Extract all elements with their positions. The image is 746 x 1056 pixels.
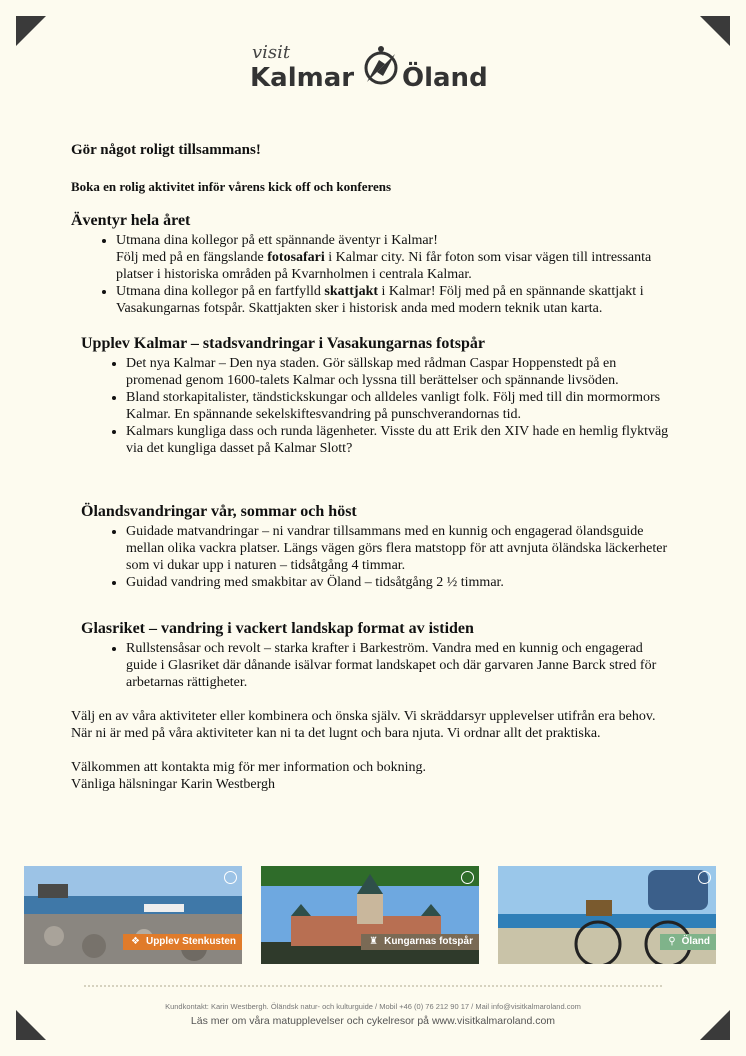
section-aventyr — [71, 212, 671, 317]
section-title: Äventyr hela året — [71, 212, 191, 229]
photo-kungarnas-fotspar — [261, 866, 479, 964]
photo-stenkusten — [24, 866, 242, 964]
section-glasriket — [71, 620, 671, 691]
signature-line: Vänliga hälsningar Karin Westbergh — [71, 777, 276, 792]
closing-paragraph: Välj en av våra aktiviteter eller kombinera och önska själv. Vi skräddarsyr upplevelser utifrån era behov. När ni är med på våra aktiviteter kan ni ta det lugnt och bara njuta. Vi ordnar allt det praktiska. — [71, 709, 656, 741]
rocks-icon: ❖ — [131, 936, 140, 947]
list-item: • Bland storkapitalister, tändstickskungar och alldeles vanligt folk. Följ med till din mormormors Kalmar. En spännande sekelskiftesvandring på punschverandornas tid. — [126, 389, 671, 423]
logo-badge-icon — [224, 871, 237, 884]
bold-text: skattjakt — [324, 284, 379, 299]
list-item: • Rullstensåsar och revolt – starka krafter i Barkeström. Vandra med en kunnig och engagerad guide i Glasriket där dånande isälvar format landskapet och där garvaren Janne Barck stred för arbetarnas rättigheter. — [126, 640, 671, 691]
main-content — [71, 142, 671, 793]
bold-text: fotosafari — [267, 250, 325, 265]
logo-oland: Öland — [402, 63, 488, 93]
bullet-list — [81, 355, 671, 457]
photo-label: ♜ Kungarnas fotspår — [361, 934, 479, 950]
section-title: Ölandsvandringar vår, sommar och höst — [81, 503, 357, 520]
section-title: Upplev Kalmar – stadsvandringar i Vasakungarnas fotspår — [81, 335, 485, 352]
contact-line: Välkommen att kontakta mig för mer information och bokning. — [71, 760, 426, 775]
castle-icon: ♜ — [369, 936, 379, 947]
section-olandsvandringar — [71, 503, 671, 591]
list-item: • Det nya Kalmar – Den nya staden. Gör sällskap med rådman Caspar Hoppenstedt på en promenad genom 1600-talets Kalmar och lyssna till berättelser och spännande livsöden. — [126, 355, 671, 389]
compass-icon — [366, 46, 396, 83]
corner-top-right — [700, 16, 730, 46]
bullet-list — [81, 523, 671, 591]
footer-website: Läs mer om våra matupplevelser och cykelresor på www.visitkalmaroland.com — [190, 1015, 556, 1027]
section-title: Glasriket – vandring i vackert landskap format av istiden — [81, 620, 474, 637]
logo-kalmar: Kalmar — [250, 63, 355, 93]
page-subtitle: Boka en rolig aktivitet inför vårens kick off och konferens — [71, 179, 392, 194]
dotted-divider — [84, 985, 662, 987]
list-item: • Kalmars kungliga dass och runda lägenheter. Visste du att Erik den XIV hade en hemlig flyktväg via det kungliga dasset på Kalmar Slott? — [126, 423, 671, 457]
list-item: • Utmana dina kollegor på ett spännande äventyr i Kalmar! Följ med på en fängslande fotosafari i Kalmar city. Ni får foton som visar vägen till intressanta platser i historiska områden på Kvarnholmen i centrala Kalmar. — [116, 232, 671, 283]
section-upplev-kalmar — [71, 335, 671, 457]
photo-oland — [498, 866, 716, 964]
logo-badge-icon — [698, 871, 711, 884]
photo-strip — [24, 866, 720, 964]
corner-top-left — [16, 16, 46, 46]
list-item: • Guidad vandring med smakbitar av Öland – tidsåtgång 2 ½ timmar. — [126, 574, 671, 591]
logo — [240, 38, 510, 100]
bicycle-icon: ⚲ — [668, 936, 676, 947]
list-item: • Utmana dina kollegor på en fartfylld skattjakt i Kalmar! Följ med på en spännande skattjakt i Vasakungarnas fotspår. Skattjakten sker i historisk anda med modern teknik utan karta. — [116, 283, 671, 317]
logo-visit: visit — [252, 42, 291, 63]
bullet-list — [71, 232, 671, 317]
bullet-list — [81, 640, 671, 691]
photo-label: ⚲ Öland — [660, 934, 716, 950]
logo-badge-icon — [461, 871, 474, 884]
footer-contact: Kundkontakt: Karin Westbergh. Öländsk natur- och kulturguide / Mobil +46 (0) 76 212 90 17 / Mail info@visitkalmaroland.com — [165, 1002, 581, 1011]
photo-label: ❖ Upplev Stenkusten — [123, 934, 242, 950]
page-title: Gör något roligt tillsammans! — [71, 142, 261, 158]
list-item: • Guidade matvandringar – ni vandrar tillsammans med en kunnig och engagerad ölandsguide mellan olika vackra platser. Längs vägen görs flera matstopp för att avnjuta öländska läckerheter som vi dukar upp i naturen – tidsåtgång 4 timmar. — [126, 523, 671, 574]
